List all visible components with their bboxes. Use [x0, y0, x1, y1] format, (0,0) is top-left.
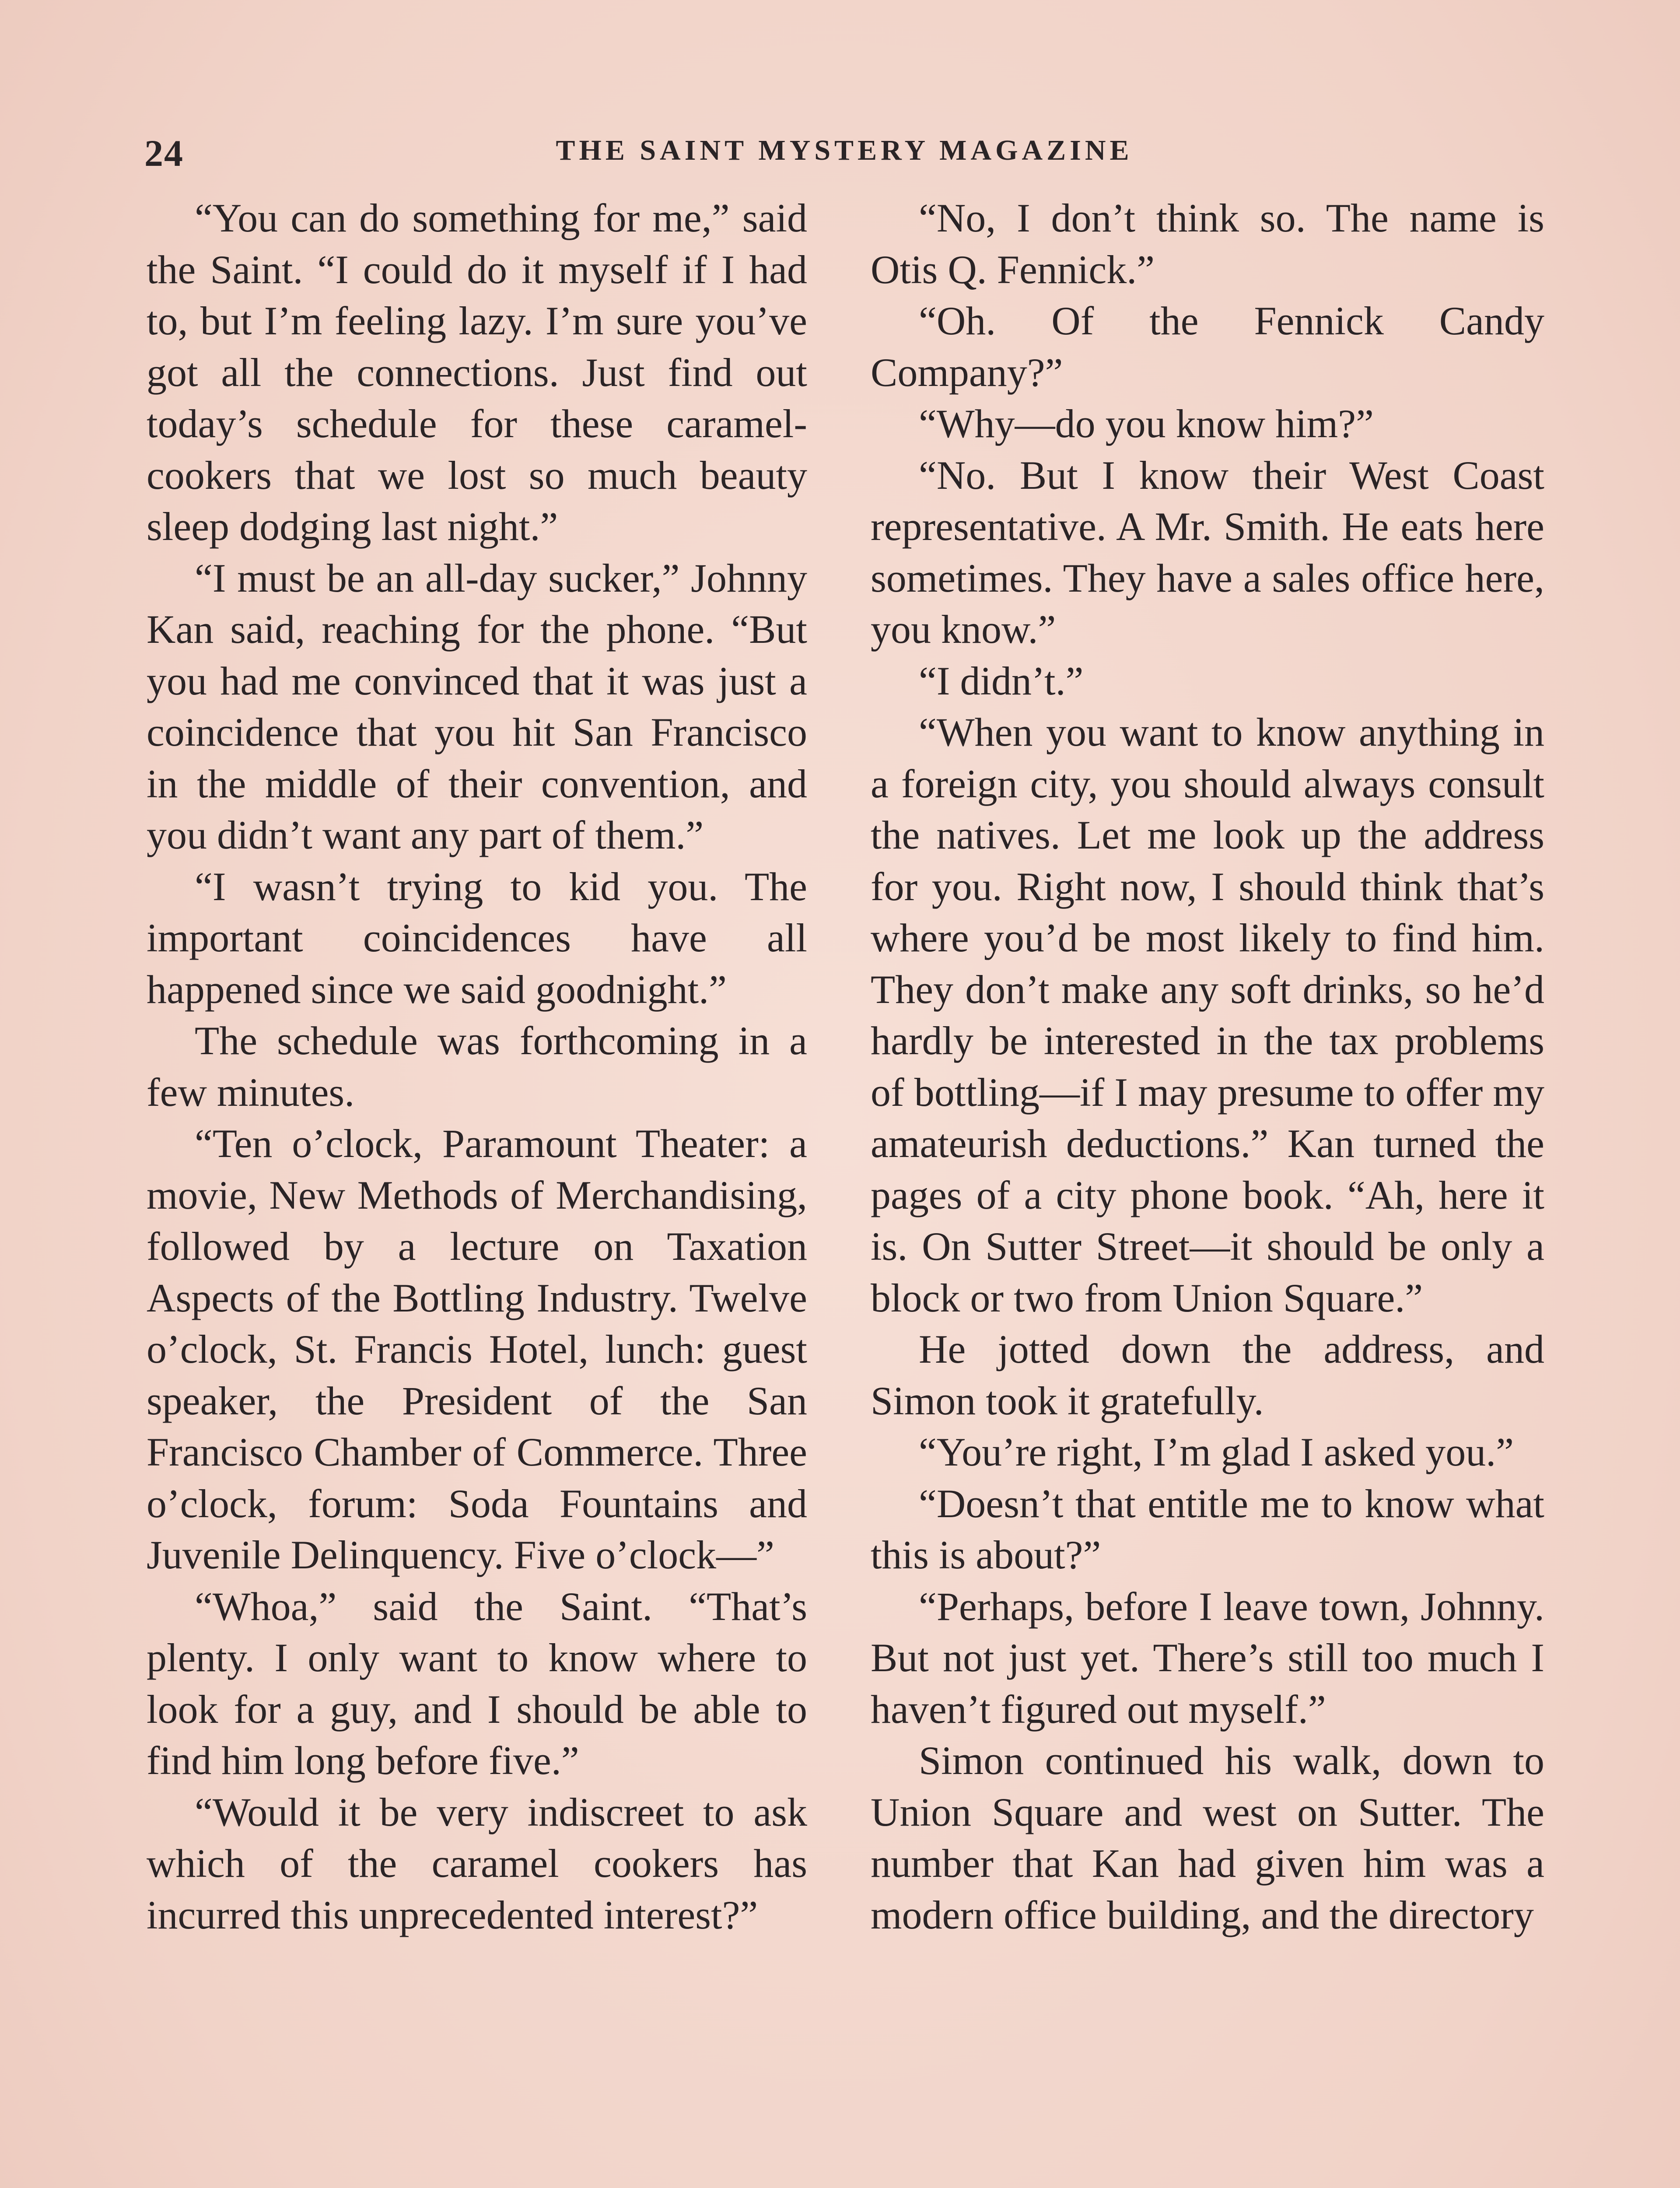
paragraph: “Why—do you know him?” [919, 401, 1374, 446]
paragraph: “You can do something for me,” said the Saint. “I could do it myself if I had to, but I’m feeling lazy. I’m sure you’ve got all the connections. Just find out today’s schedule for these caramel-cookers that we lost so much beauty sleep dodging last night.” [147, 196, 807, 549]
paragraph: “You’re right, I’m glad I asked you.” [919, 1430, 1514, 1474]
paragraph: Simon continued his walk, down to Union Square and west on Sutter. The number that Kan had given him was a modern office building, and the directory [871, 1738, 1544, 1937]
paragraph: “Would it be very indiscreet to ask which of the caramel cookers has incurred this unprecedented interest?” [147, 1789, 807, 1937]
right-column [871, 193, 1544, 1941]
paragraph: “I wasn’t trying to kid you. The important coincidences have all happened since we said goodnight.” [147, 864, 807, 1012]
page-header [144, 131, 1544, 184]
paragraph: “Perhaps, before I leave town, Johnny. But not just yet. There’s still too much I haven’t figured out myself.” [871, 1584, 1544, 1732]
paragraph: “Ten o’clock, Paramount Theater: a movie, New Methods of Merchandising, followed by a lecture on Taxation Aspects of the Bottling Industry. Twelve o’clock, St. Francis Hotel, lunch: guest speaker, the President of the San Francisco Chamber of Commerce. Three o’clock, forum: Soda Fountains and Juvenile Delinquency. Five o’clock—” [147, 1121, 807, 1577]
paragraph: The schedule was forthcoming in a few minutes. [147, 1018, 807, 1115]
paragraph: “I must be an all-day sucker,” Johnny Kan said, reaching for the phone. “But you had me convinced that it was just a coincidence that you hit San Francisco in the middle of their convention, and you didn’t want any part of them.” [147, 555, 807, 857]
page-number: 24 [144, 132, 184, 174]
paragraph: “Whoa,” said the Saint. “That’s plenty. I only want to know where to look for a guy, and I should be able to find him long before five.” [147, 1584, 807, 1783]
paragraph: “No. But I know their West Coast representative. A Mr. Smith. He eats here sometimes. They have a sales office here, you know.” [871, 452, 1544, 652]
paragraph: “I didn’t.” [919, 658, 1084, 703]
paragraph: “Doesn’t that entitle me to know what this is about?” [871, 1481, 1544, 1577]
paragraph: “No, I don’t think so. The name is Otis Q. Fennick.” [871, 196, 1544, 292]
running-title: THE SAINT MYSTERY MAGAZINE [556, 134, 1133, 166]
paragraph: “When you want to know anything in a foreign city, you should always consult the natives. Let me look up the address for you. Right now, I should think that’s where you’d be most likely to find him. They don’t make any soft drinks, so he’d hardly be interested in the tax problems of bottling—if I may presume to offer my amateurish deductions.” Kan turned the pages of a city phone book. “Ah, here it is. On Sutter Street—it should be only a block or two from Union Square.” [871, 710, 1544, 1320]
paragraph: He jotted down the address, and Simon took it gratefully. [871, 1327, 1544, 1423]
paragraph: “Oh. Of the Fennick Candy Company?” [871, 298, 1544, 395]
left-column [147, 193, 807, 1941]
